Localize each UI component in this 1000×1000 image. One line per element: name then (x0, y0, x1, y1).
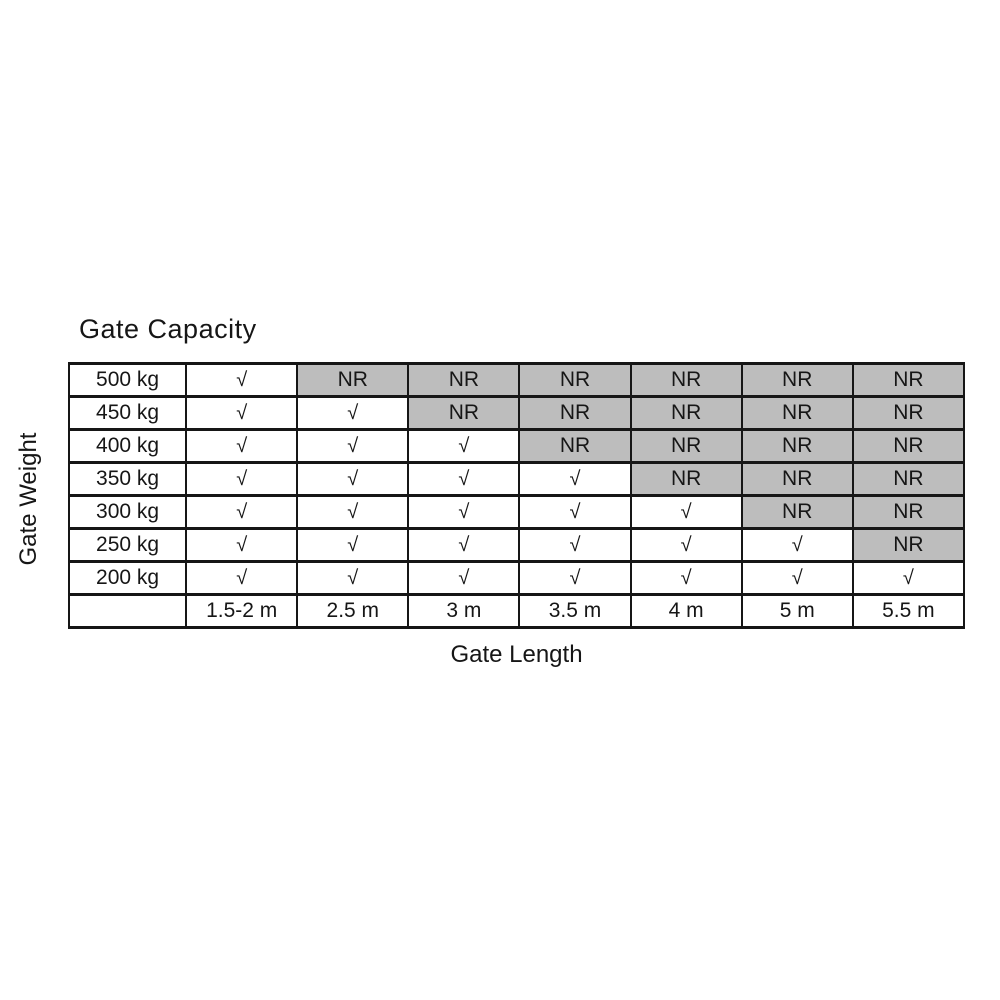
capacity-cell: NR (408, 364, 519, 397)
capacity-cell: √ (186, 562, 297, 595)
capacity-cell: √ (186, 364, 297, 397)
capacity-cell: NR (631, 397, 742, 430)
corner-cell (69, 595, 186, 628)
length-label: 5.5 m (853, 595, 964, 628)
table-row (69, 562, 964, 595)
capacity-cell: √ (519, 496, 630, 529)
capacity-cell: √ (186, 529, 297, 562)
capacity-cell: √ (297, 529, 408, 562)
capacity-cell: NR (631, 364, 742, 397)
length-label: 2.5 m (297, 595, 408, 628)
table-row (69, 430, 964, 463)
capacity-cell: NR (519, 397, 630, 430)
capacity-cell: √ (186, 496, 297, 529)
capacity-cell: √ (742, 529, 853, 562)
table-row (69, 529, 964, 562)
capacity-cell: √ (408, 463, 519, 496)
capacity-cell: √ (186, 463, 297, 496)
capacity-cell: √ (297, 397, 408, 430)
capacity-cell: NR (408, 397, 519, 430)
capacity-cell: √ (297, 463, 408, 496)
table-row (69, 364, 964, 397)
capacity-cell: √ (297, 562, 408, 595)
capacity-cell: NR (853, 364, 964, 397)
weight-label: 350 kg (69, 463, 186, 496)
capacity-table (68, 362, 965, 629)
x-axis-label: Gate Length (450, 641, 583, 668)
capacity-cell: NR (853, 496, 964, 529)
length-label: 4 m (631, 595, 742, 628)
table-row (69, 463, 964, 496)
capacity-cell: √ (853, 562, 964, 595)
weight-label: 300 kg (69, 496, 186, 529)
length-header-row (69, 595, 964, 628)
capacity-cell: NR (631, 430, 742, 463)
capacity-cell: NR (519, 364, 630, 397)
capacity-cell: NR (853, 463, 964, 496)
length-label: 3.5 m (519, 595, 630, 628)
capacity-cell: √ (408, 496, 519, 529)
capacity-cell: √ (519, 463, 630, 496)
capacity-cell: NR (853, 529, 964, 562)
capacity-cell: NR (297, 364, 408, 397)
capacity-cell: NR (853, 430, 964, 463)
capacity-cell: √ (631, 496, 742, 529)
capacity-cell: √ (297, 430, 408, 463)
capacity-cell: √ (408, 562, 519, 595)
capacity-cell: NR (519, 430, 630, 463)
weight-label: 400 kg (69, 430, 186, 463)
length-label: 1.5-2 m (186, 595, 297, 628)
capacity-cell: NR (742, 430, 853, 463)
table-row (69, 496, 964, 529)
capacity-cell: NR (742, 463, 853, 496)
capacity-cell: NR (631, 463, 742, 496)
capacity-cell: √ (519, 562, 630, 595)
weight-label: 500 kg (69, 364, 186, 397)
weight-label: 200 kg (69, 562, 186, 595)
capacity-cell: √ (631, 562, 742, 595)
length-label: 3 m (408, 595, 519, 628)
capacity-cell: √ (186, 397, 297, 430)
weight-label: 450 kg (69, 397, 186, 430)
y-axis-label: Gate Weight (15, 432, 42, 566)
capacity-cell: √ (297, 496, 408, 529)
weight-label: 250 kg (69, 529, 186, 562)
capacity-cell: NR (742, 496, 853, 529)
capacity-cell: NR (742, 397, 853, 430)
capacity-cell: √ (408, 430, 519, 463)
capacity-cell: √ (519, 529, 630, 562)
capacity-cell: √ (186, 430, 297, 463)
capacity-cell: √ (631, 529, 742, 562)
capacity-cell: √ (408, 529, 519, 562)
capacity-cell: √ (742, 562, 853, 595)
chart-title: Gate Capacity (79, 314, 257, 344)
length-label: 5 m (742, 595, 853, 628)
capacity-cell: NR (853, 397, 964, 430)
capacity-cell: NR (742, 364, 853, 397)
table-row (69, 397, 964, 430)
